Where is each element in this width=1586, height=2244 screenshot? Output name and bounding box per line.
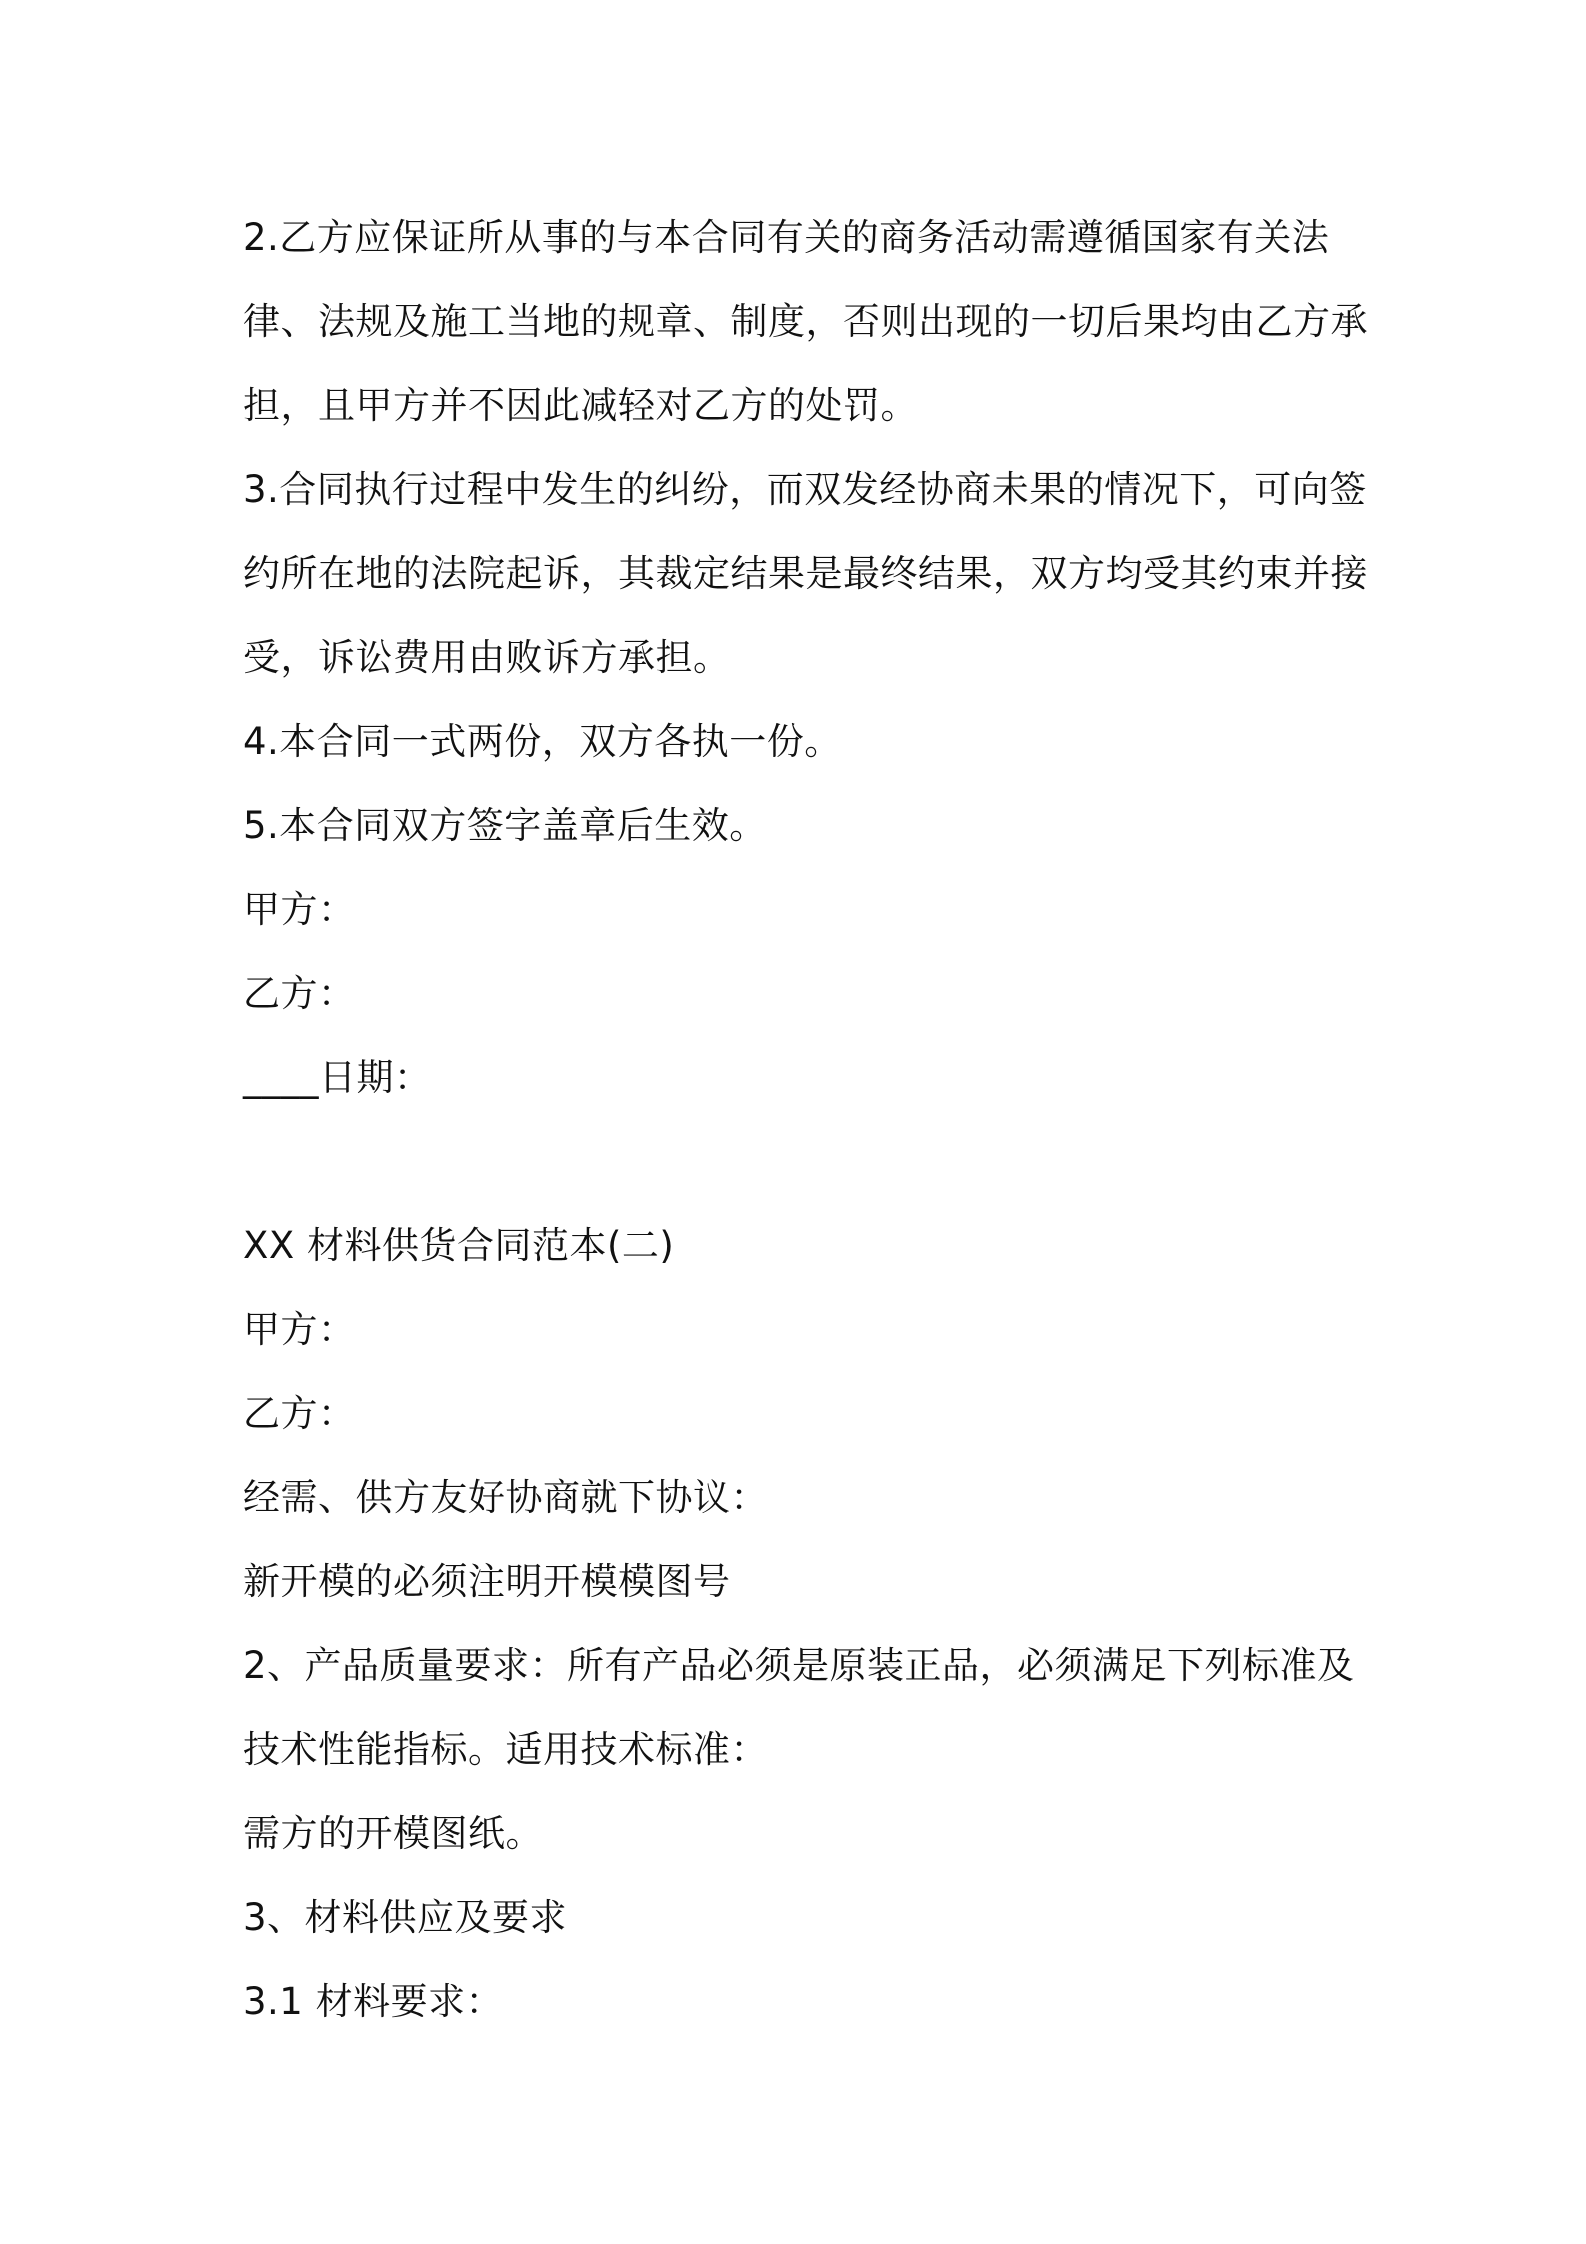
quality-standard: 需方的开模图纸。 <box>243 1812 543 1855</box>
clause-5: 5.本合同双方签字盖章后生效。 <box>243 804 767 847</box>
party-a-label: 甲方： <box>243 1308 356 1351</box>
party-b-signature-label: 乙方： <box>243 972 356 1015</box>
party-a-signature-label: 甲方： <box>243 888 356 931</box>
mold-note: 新开模的必须注明开模模图号 <box>243 1560 731 1603</box>
contract-title: XX 材料供货合同范本(二) <box>243 1224 675 1267</box>
material-requirement-heading: 3.1 材料要求： <box>243 1980 504 2023</box>
party-b-label: 乙方： <box>243 1392 356 1435</box>
clause-3-line-2: 约所在地的法院起诉，其裁定结果是最终结果，双方均受其约束并接 <box>243 552 1368 595</box>
quality-requirement-line-1: 2、产品质量要求：所有产品必须是原装正品，必须满足下列标准及 <box>243 1644 1355 1687</box>
clause-3-line-1: 3.合同执行过程中发生的纠纷，而双发经协商未果的情况下，可向签 <box>243 468 1367 511</box>
clause-4: 4.本合同一式两份，双方各执一份。 <box>243 720 842 763</box>
clause-2-line-3: 担，且甲方并不因此减轻对乙方的处罚。 <box>243 384 918 427</box>
clause-3-line-3: 受，诉讼费用由败诉方承担。 <box>243 636 731 679</box>
agreement-intro: 经需、供方友好协商就下协议： <box>243 1476 768 1519</box>
date-field: ____日期： <box>243 1056 432 1099</box>
clause-2-line-1: 2.乙方应保证所从事的与本合同有关的商务活动需遵循国家有关法 <box>243 216 1330 259</box>
material-supply-heading: 3、材料供应及要求 <box>243 1896 568 1939</box>
section-spacer <box>243 1120 1363 1204</box>
clause-2-line-2: 律、法规及施工当地的规章、制度，否则出现的一切后果均由乙方承 <box>243 300 1368 343</box>
document-body <box>243 196 1368 2044</box>
quality-requirement-line-2: 技术性能指标。适用技术标准： <box>243 1728 768 1771</box>
